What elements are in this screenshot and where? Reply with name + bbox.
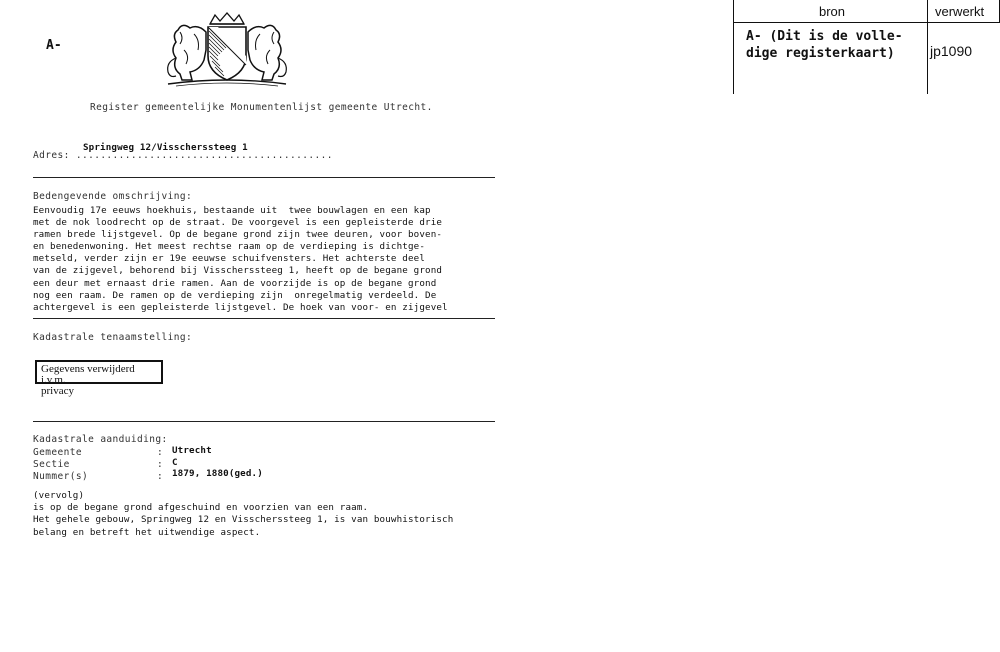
divider <box>33 177 495 178</box>
source-bron-line: A- (Dit is de volle- <box>746 29 903 44</box>
description-block <box>33 205 448 314</box>
description-line: en benedenwoning. Het meest rechtse raam op de verdieping is dichtge- <box>33 241 426 253</box>
description-line: ramen brede lijstgevel. Op de begane grond zijn twee deuren, voor boven- <box>33 229 443 241</box>
card-code-label: A- <box>46 38 62 53</box>
cadastral-row-value: Utrecht <box>172 445 212 456</box>
description-line: van de zijgevel, behorend bij Visscherssteeg 1, heeft op de begane grond <box>33 265 443 277</box>
cadastral-row-value: C <box>172 457 178 468</box>
description-line: nog een raam. De ramen op de verdieping zijn onregelmatig verdeeld. De <box>33 289 437 301</box>
privacy-line: privacy <box>41 385 74 397</box>
source-header-bron: bron <box>819 4 846 19</box>
address-label: Adres: .......................................... <box>33 150 333 161</box>
register-title: Register gemeentelijke Monumentenlijst gemeente Utrecht. <box>90 102 433 113</box>
cadastral-row-sep: : <box>157 447 164 458</box>
cadastral-row-label: Gemeente <box>33 447 82 458</box>
description-line: een deur met ernaast drie ramen. Aan de voorzijde is op de begane grond <box>33 277 437 289</box>
source-verwerkt-value: jp1090 <box>930 43 973 59</box>
continued-line: Het gehele gebouw, Springweg 12 en Visscherssteeg 1, is van bouwhistorisch <box>33 514 454 526</box>
source-header-verwerkt: verwerkt <box>935 4 985 19</box>
description-label: Bedengevende omschrijving: <box>33 191 193 202</box>
source-table <box>733 0 1000 94</box>
cadastral-row-value: 1879, 1880(ged.) <box>172 468 263 479</box>
continued-line: is op de begane grond afgeschuind en voorzien van een raam. <box>33 502 369 514</box>
coat-of-arms-icon <box>160 10 295 88</box>
source-bron-line: dige registerkaart) <box>746 46 895 61</box>
privacy-redaction-box <box>35 360 163 397</box>
description-line: achtergevel is een gepleisterde lijstgevel. De hoek van voor- en zijgevel <box>33 301 448 313</box>
divider <box>33 318 495 319</box>
continued-line: (vervolg) <box>33 490 85 501</box>
privacy-line: Gegevens verwijderd i.v.m. <box>41 363 135 386</box>
continued-line: belang en betreft het uitwendige aspect. <box>33 526 261 538</box>
cadastral-designation-label: Kadastrale aanduiding: <box>33 434 168 445</box>
cadastral-row-sep: : <box>157 471 164 482</box>
cadastral-row-sep: : <box>157 459 164 470</box>
description-line: metseld, verder zijn er 19e eeuwse schuifvensters. Het achterste deel <box>33 253 426 265</box>
cadastral-row-label: Sectie <box>33 459 70 470</box>
cadastral-naming-label: Kadastrale tenaamstelling: <box>33 332 193 343</box>
cadastral-row-label: Nummer(s) <box>33 471 89 482</box>
continued-block <box>33 490 453 539</box>
divider <box>33 421 495 422</box>
description-line: met de nok loodrecht op de straat. De voorgevel is een gepleisterde drie <box>33 217 443 229</box>
description-line: Eenvoudig 17e eeuws hoekhuis, bestaande uit twee bouwlagen en een kap <box>33 205 431 216</box>
address-value: Springweg 12/Visscherssteeg 1 <box>83 142 248 153</box>
